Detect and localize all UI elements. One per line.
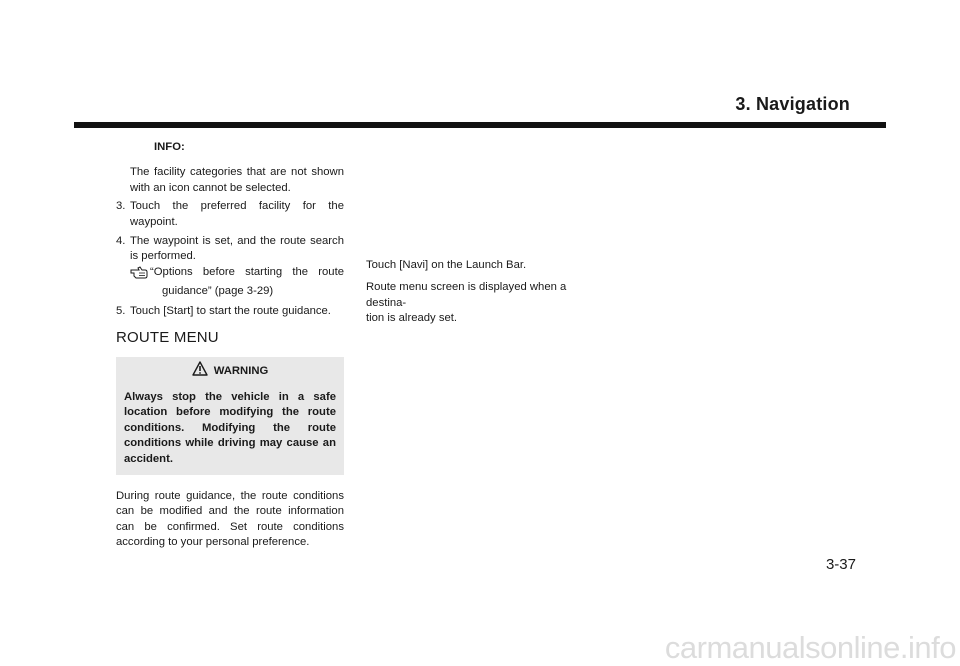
warning-title: WARNING (213, 364, 269, 377)
body-paragraph: During route guidance, the route conditions can be modified and the route information can be confirmed. Set route conditions according to your personal preference. (116, 489, 344, 549)
step-5 (116, 304, 344, 319)
right-column (366, 258, 606, 334)
left-column (116, 140, 344, 551)
step-3 (116, 199, 344, 230)
header-rule (74, 122, 886, 128)
reference-text-line1: “Options before starting the route (150, 265, 344, 278)
step-number: 4. (116, 235, 126, 248)
step-number: 3. (116, 200, 126, 213)
reference-text-line2: guidance” (page 3-29) (162, 285, 274, 298)
page-number: 3-37 (825, 556, 856, 573)
step-number: 5. (116, 304, 126, 317)
page-reference (130, 265, 344, 300)
warning-triangle-icon (192, 361, 208, 381)
warning-text: Always stop the vehicle in a safe location before modifying the route conditions. Modifying the route conditions while driving may cause an accident. (124, 390, 336, 465)
right-paragraph-1: Touch [Navi] on the Launch Bar. (366, 259, 527, 271)
watermark: carmanualsonline.info (664, 630, 956, 665)
step-text: Touch the preferred facility for the waypoint. (130, 200, 344, 228)
info-heading: INFO: (154, 141, 185, 153)
info-text: The facility categories that are not shown with an icon cannot be selected. (130, 166, 344, 194)
step-text: Touch [Start] to start the route guidance. (130, 304, 331, 317)
warning-box (116, 357, 344, 474)
pointing-hand-icon (130, 265, 150, 284)
section-heading: ROUTE MENU (116, 329, 219, 347)
step-text: The waypoint is set, and the route search is performed. (130, 235, 344, 263)
chapter-title: 3. Navigation (735, 94, 850, 114)
right-paragraph-2-line2: tion is already set. (366, 312, 458, 325)
right-paragraph-2-line1: Route menu screen is displayed when a destina- (366, 281, 567, 309)
step-4 (116, 234, 344, 265)
right-paragraph-2 (366, 280, 606, 326)
